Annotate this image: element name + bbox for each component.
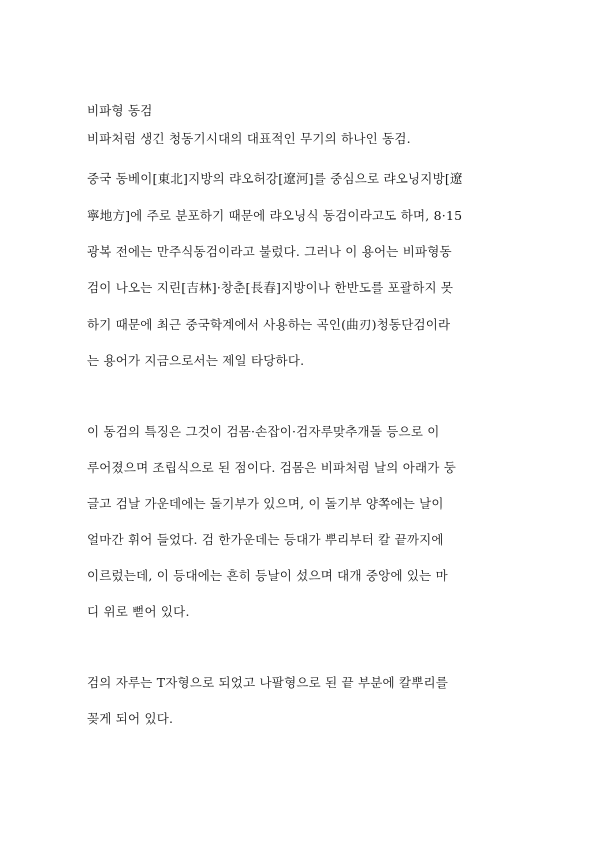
paragraph-line: 이 동검의 특징은 그것이 검몸·손잡이·검자루맞추개돌 등으로 이 xyxy=(87,424,440,439)
paragraph-line: 루어졌으며 조립식으로 된 점이다. 검몸은 비파처럼 날의 아래가 둥 xyxy=(87,460,456,475)
paragraph-line: 는 용어가 지금으로서는 제일 타당하다. xyxy=(87,353,305,368)
paragraph-line: 글고 검날 가운데에는 돌기부가 있으며, 이 돌기부 양쪽에는 날이 xyxy=(87,496,444,511)
paragraph-line: 얼마간 휘어 들었다. 검 한가운데는 등대가 뿌리부터 칼 끝까지에 xyxy=(87,532,444,547)
paragraph-line: 검의 자루는 T자형으로 되었고 나팔형으로 된 끝 부분에 칼뿌리를 xyxy=(87,675,449,690)
paragraph-line: 검이 나오는 지린[吉林]·창춘[長春]지방이나 한반도를 포괄하지 못 xyxy=(87,280,454,295)
document-subtitle: 비파처럼 생긴 청동기시대의 대표적인 무기의 하나인 동검. xyxy=(87,131,411,146)
paragraph-line: 하기 때문에 최근 중국학계에서 사용하는 곡인(曲刃)청동단검이라 xyxy=(87,317,451,332)
paragraph-line: 이르렀는데, 이 등대에는 흔히 등날이 섰으며 대개 중앙에 있는 마 xyxy=(87,568,448,583)
paragraph-line: 디 위로 뻗어 있다. xyxy=(87,604,190,619)
paragraph-line: 寧地方]에 주로 분포하기 때문에 랴오닝식 동검이라고도 하며, 8·15 xyxy=(87,208,463,223)
paragraph-line: 광복 전에는 만주식동검이라고 불렀다. 그러나 이 용어는 비파형동 xyxy=(87,244,452,259)
paragraph-line: 꽂게 되어 있다. xyxy=(87,711,174,726)
paragraph-line: 중국 동베이[東北]지방의 랴오허강[遼河]를 중심으로 랴오닝지방[遼 xyxy=(87,171,463,186)
document-title: 비파형 동검 xyxy=(87,103,153,118)
